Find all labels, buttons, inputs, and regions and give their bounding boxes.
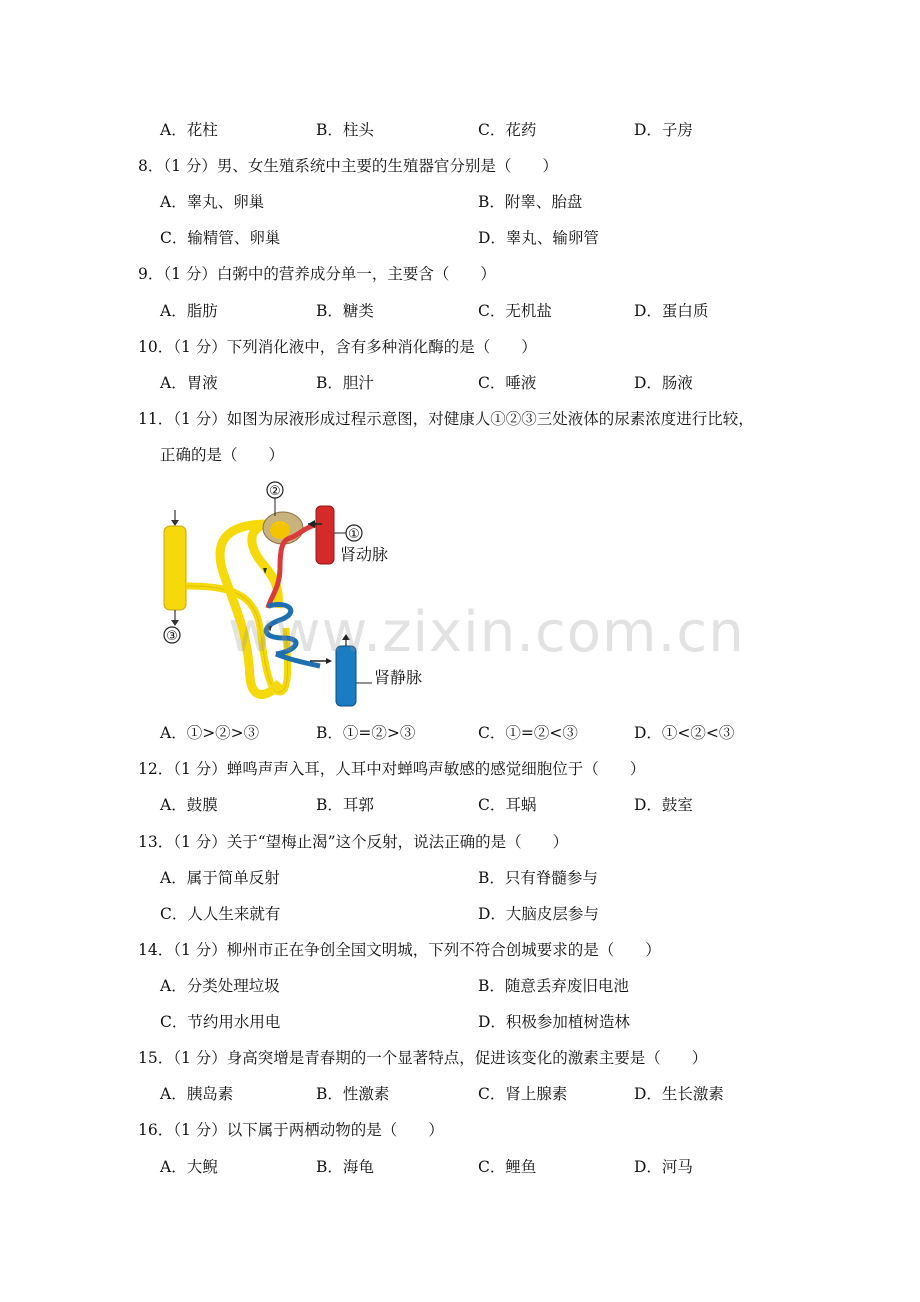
q7-option-a: A．花柱	[160, 121, 218, 139]
label-2: ②	[269, 484, 281, 499]
q15-option-c: C．肾上腺素	[478, 1085, 568, 1103]
q11-stem-line2: 正确的是（ ）	[160, 446, 285, 464]
q9-option-c: C．无机盐	[478, 302, 552, 320]
q11-option-b: B．①=②>③	[316, 724, 416, 742]
q14-option-b: B．随意丢弃废旧电池	[478, 977, 629, 995]
q13-option-b: B．只有脊髓参与	[478, 869, 598, 887]
q8-stem: 8．（1 分）男、女生殖系统中主要的生殖器官分别是（ ）	[138, 157, 558, 175]
q15-option-b: B．性激素	[316, 1085, 390, 1103]
renal-vein-label: 肾静脉	[374, 668, 423, 687]
q8-option-d: D．睾丸、输卵管	[478, 229, 599, 247]
q16-option-c: C．鲤鱼	[478, 1158, 537, 1176]
q16-option-d: D．河马	[634, 1158, 693, 1176]
urine-formation-diagram	[150, 478, 440, 708]
q16-stem: 16．（1 分）以下属于两栖动物的是（ ）	[138, 1121, 444, 1139]
q10-stem: 10．（1 分）下列消化液中，含有多种消化酶的是（ ）	[138, 338, 537, 356]
q13-option-d: D．大脑皮层参与	[478, 905, 599, 923]
q11-stem-line1: 11．（1 分）如图为尿液形成过程示意图，对健康人①②③三处液体的尿素浓度进行比较，	[138, 410, 754, 428]
q10-option-c: C．唾液	[478, 374, 537, 392]
q14-option-a: A．分类处理垃圾	[160, 977, 280, 995]
q11-option-d: D．①<②<③	[634, 724, 735, 742]
q7-option-d: D．子房	[634, 121, 693, 139]
q7-option-b: B．柱头	[316, 121, 374, 139]
label-1: ①	[348, 527, 360, 542]
q7-option-c: C．花药	[478, 121, 537, 139]
q13-option-c: C．人人生来就有	[160, 905, 281, 923]
q14-option-c: C．节约用水用电	[160, 1013, 281, 1031]
q9-option-d: D．蛋白质	[634, 302, 709, 320]
q8-option-b: B．附睾、胎盘	[478, 193, 583, 211]
q10-option-d: D．肠液	[634, 374, 693, 392]
q13-option-a: A．属于简单反射	[160, 869, 280, 887]
q11-option-c: C．①=②<③	[478, 724, 578, 742]
q12-option-a: A．鼓膜	[160, 796, 218, 814]
q12-option-d: D．鼓室	[634, 796, 693, 814]
q9-stem: 9．（1 分）白粥中的营养成分单一，主要含（ ）	[138, 265, 496, 283]
renal-artery-label: 肾动脉	[340, 545, 389, 564]
q9-option-a: A．脂肪	[160, 302, 218, 320]
q15-option-d: D．生长激素	[634, 1085, 724, 1103]
q8-option-c: C．输精管、卵巢	[160, 229, 281, 247]
label-3: ③	[166, 629, 178, 644]
q12-option-c: C．耳蜗	[478, 796, 537, 814]
q15-stem: 15．（1 分）身高突增是青春期的一个显著特点，促进该变化的激素主要是（ ）	[138, 1049, 708, 1067]
q11-option-a: A．①>②>③	[160, 724, 260, 742]
q16-option-a: A．大鲵	[160, 1158, 218, 1176]
q8-option-a: A．睾丸、卵巢	[160, 193, 265, 211]
q13-stem: 13．（1 分）关于“望梅止渴”这个反射，说法正确的是（ ）	[138, 833, 569, 851]
q9-option-b: B．糖类	[316, 302, 374, 320]
watermark: www.zixin.com.cn	[228, 600, 745, 665]
q14-stem: 14．（1 分）柳州市正在争创全国文明城，下列不符合创城要求的是（ ）	[138, 941, 661, 959]
q15-option-a: A．胰岛素	[160, 1085, 234, 1103]
q10-option-a: A．胃液	[160, 374, 218, 392]
q10-option-b: B．胆汁	[316, 374, 374, 392]
q16-option-b: B．海龟	[316, 1158, 374, 1176]
q12-option-b: B．耳郭	[316, 796, 374, 814]
q14-option-d: D．积极参加植树造林	[478, 1013, 630, 1031]
q12-stem: 12．（1 分）蝉鸣声声入耳，人耳中对蝉鸣声敏感的感觉细胞位于（ ）	[138, 760, 646, 778]
